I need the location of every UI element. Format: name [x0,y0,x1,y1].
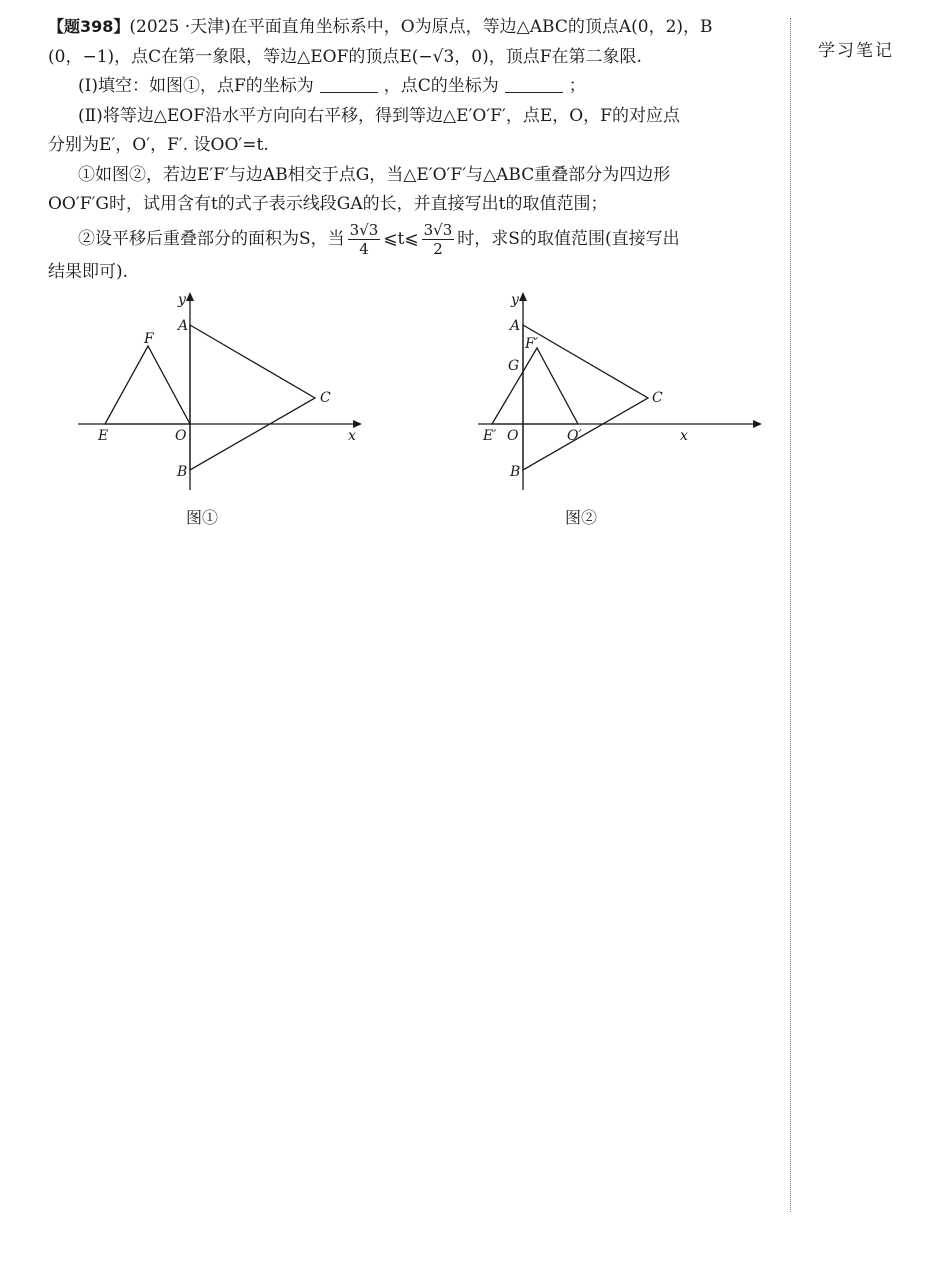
inequality: ⩽t⩽ [383,228,419,249]
x-axis-arrow [753,420,762,428]
sub-2-line-2: 结果即可). [48,261,129,282]
label-f: F [144,331,154,347]
part-2-line-1: (Ⅱ)将等边△EOF沿水平方向向右平移，得到等边△E′O′F′，点E，O，F的对应点 [78,105,680,126]
label-x: x [348,428,356,444]
label-b: B [510,464,521,480]
figure-1 [70,290,370,500]
label-o: O [507,428,519,444]
sub-2-text-after: 时，求S的取值范围(直接写出 [457,228,680,249]
part-1-end: ； [568,76,586,96]
part-1-middle: ，点C的坐标为 [383,76,499,96]
problem-text [48,12,780,287]
part-2-line-2: 分别为E′，O′，F′. 设OO′=t. [48,135,269,155]
answer-blank-c[interactable] [505,76,563,93]
problem-line-2: (0，−1)，点C在第一象限，等边△EOF的顶点E(−√3，0)，顶点F在第二象限. [48,46,642,67]
triangle-eof [105,346,190,424]
problem-number: 【题398】 [48,17,130,36]
figure-1-caption: 图① [186,508,219,527]
x-axis-arrow [353,420,362,428]
label-e: E [98,428,109,444]
fraction-upper-denominator: 2 [433,239,443,258]
part-1 [48,72,780,102]
label-f-prime: F′ [525,336,538,352]
label-o: O [175,428,187,444]
problem-line-1 [48,12,780,43]
fraction-lower-denominator: 4 [359,239,369,258]
part-1-text: (Ⅰ)填空：如图①，点F的坐标为 [78,76,314,96]
y-axis-arrow [519,292,527,301]
problem-source: (2025 ·天津) [129,17,231,37]
label-e-prime: E′ [483,428,497,444]
sub-2-line-1 [48,220,780,258]
label-c: C [320,390,331,406]
label-a: A [178,318,189,334]
triangle-e-o-f-translated [492,348,578,424]
label-y: y [511,292,519,308]
triangle-abc [190,325,315,470]
label-c: C [652,390,663,406]
answer-blank-f[interactable] [320,76,378,93]
margin-divider [790,18,791,1212]
label-a: A [510,318,521,334]
label-g: G [508,358,520,374]
fraction-upper-numerator: 3√3 [423,220,453,239]
label-y: y [178,292,186,308]
triangle-abc [523,325,648,470]
fraction-lower-numerator: 3√3 [349,220,379,239]
label-b: B [177,464,188,480]
sub-1-line-2: OO′F′G时，试用含有t的式子表示线段GA的长，并直接写出t的取值范围； [48,194,608,214]
label-x: x [680,428,688,444]
fraction-upper [422,221,455,258]
problem-statement-1: 在平面直角坐标系中，O为原点，等边△ABC的顶点A(0，2)，B [230,17,713,37]
study-notes-label: 学习笔记 [818,41,894,61]
sub-2-text: ②设平移后重叠部分的面积为S，当 [78,228,345,249]
y-axis-arrow [186,292,194,301]
fraction-lower [348,221,381,258]
label-o-prime: O′ [567,428,582,444]
sub-1-line-1: ①如图②，若边E′F′与边AB相交于点G，当△E′O′F′与△ABC重叠部分为四边形 [78,164,671,185]
figure-2-caption: 图② [565,508,598,527]
figure-2 [470,290,770,500]
